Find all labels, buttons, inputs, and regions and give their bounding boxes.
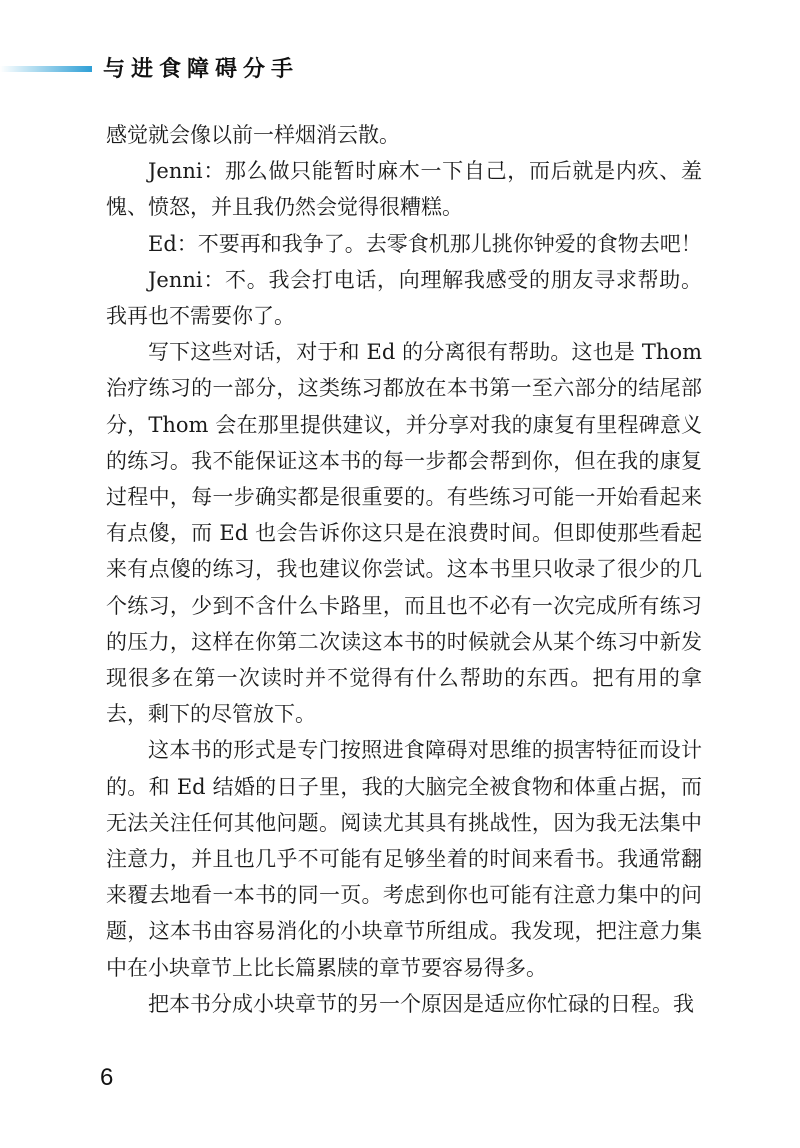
paragraph-continuation: 感觉就会像以前一样烟消云散。	[106, 123, 400, 147]
page-number: 6	[100, 1064, 114, 1091]
header-accent-bar	[0, 66, 92, 72]
running-header-title: 与进食障碍分手	[103, 57, 300, 82]
paragraph-book-format: 这本书的形式是专门按照进食障碍对思维的损害特征而设计的。和 Ed 结婚的日子里，我的大脑完全被食物和体重占据，而无法关注任何其他问题。阅读尤其具有挑战性，因为我无法集中注意力，并且也几乎不可能有足够坐着的时间来看书。我通常翻来覆去地看一本书的同一页。考虑到你也可能有注意力集中的问题，这本书由容易消化的小块章节所组成。我发现，把注意力集中在小块章节上比长篇累牍的章节要容易得多。	[106, 738, 702, 980]
paragraph-small-chapters: 把本书分成小块章节的另一个原因是适应你忙碌的日程。我	[148, 991, 694, 1016]
dialogue-ed: Ed：不要再和我争了。去零食机那儿挑你钟爱的食物去吧！	[148, 231, 702, 256]
body-text	[106, 117, 702, 1022]
dialogue-jenni-2: Jenni：不。我会打电话，向理解我感受的朋友寻求帮助。我再也不需要你了。	[106, 267, 702, 329]
dialogue-jenni-1: Jenni：那么做只能暂时麻木一下自己，而后就是内疚、羞愧、愤怒，并且我仍然会觉得很糟糕。	[106, 159, 702, 220]
paragraph-exercises: 写下这些对话，对于和 Ed 的分离很有帮助。这也是 Thom 治疗练习的一部分，这类练习都放在本书第一至六部分的结尾部分，Thom 会在那里提供建议，并分享对我的康复有里程碑意义的练习。我不能保证这本书的每一步都会帮到你，但在我的康复过程中，每一步确实都是很重要的。有些练习可能一开始看起来有点傻，而 Ed 也会告诉你这只是在浪费时间。但即使那些看起来有点傻的练习，我也建议你尝试。这本书里只收录了很少的几个练习，少到不含什么卡路里，而且也不必有一次完成所有练习的压力，这样在你第二次读这本书的时候就会从某个练习中新发现很多在第一次读时并不觉得有什么帮助的东西。把有用的拿去，剩下的尽管放下。	[106, 340, 702, 727]
